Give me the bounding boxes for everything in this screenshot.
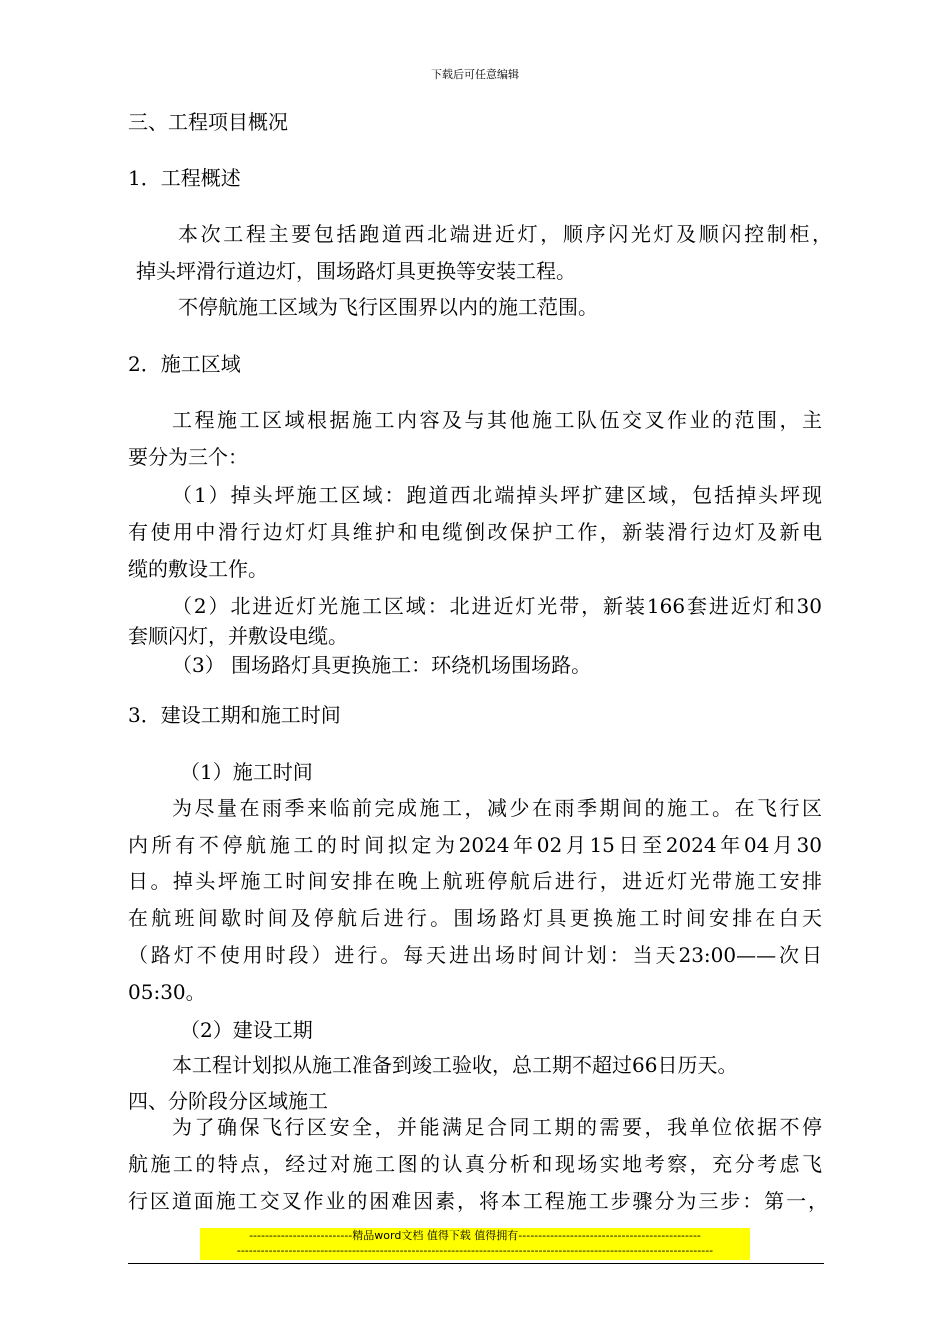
subheading-3: 3．建设工期和施工时间 <box>128 703 341 727</box>
paragraph-line: 日。掉头坪施工时间安排在晚上航班停航后进行，进近灯光带施工安排 <box>128 869 822 893</box>
paragraph-line: （路灯不使用时段）进行。每天进出场时间计划：当天23:00——次日 <box>128 943 822 967</box>
list-item-line: 套顺闪灯，并敷设电缆。 <box>128 624 348 648</box>
section-heading-4: 四、分阶段分区域施工 <box>128 1089 328 1113</box>
footer-banner-line-2: ------------------------------------------------------------------------------------------------------------------------ <box>236 1244 714 1257</box>
paragraph-line: 要分为三个： <box>128 445 248 469</box>
subheading-2: 2．施工区域 <box>128 352 241 376</box>
list-item-line: （1）掉头坪施工区域：跑道西北端掉头坪扩建区域，包括掉头坪现 <box>172 483 822 507</box>
footer-banner-line-1: --------------------------精品word文档 值得下载 值得拥有---------------------------------------------- <box>249 1229 701 1242</box>
paragraph-line: 在航班间歇时间及停航后进行。围场路灯具更换施工时间安排在白天 <box>128 906 822 930</box>
subheading-1: 1．工程概述 <box>128 166 241 190</box>
sub-item-heading: （2）建设工期 <box>180 1018 313 1042</box>
paragraph-line: 本次工程主要包括跑道西北端进近灯，顺序闪光灯及顺闪控制柜， <box>178 222 832 246</box>
list-item-line: （2）北进近灯光施工区域：北进近灯光带，新装166套进近灯和30 <box>172 594 822 618</box>
paragraph-line: 掉头坪滑行道边灯，围场路灯具更换等安装工程。 <box>136 259 576 283</box>
paragraph-line: 内所有不停航施工的时间拟定为2024年02月15日至2024年04月30 <box>128 833 822 857</box>
list-item-line: （3） 围场路灯具更换施工：环绕机场围场路。 <box>172 653 592 677</box>
footer-banner <box>200 1228 750 1260</box>
paragraph-line: 不停航施工区域为飞行区围界以内的施工范围。 <box>178 295 598 319</box>
paragraph-line: 本工程计划拟从施工准备到竣工验收，总工期不超过66日历天。 <box>172 1053 738 1077</box>
list-item-line: 有使用中滑行边灯灯具维护和电缆倒改保护工作，新装滑行边灯及新电 <box>128 520 822 544</box>
paragraph-line: 05:30。 <box>128 980 206 1004</box>
section-heading-3: 三、工程项目概况 <box>128 110 288 134</box>
paragraph-line: 为尽量在雨季来临前完成施工，减少在雨季期间的施工。在飞行区 <box>172 796 822 820</box>
paragraph-line: 航施工的特点，经过对施工图的认真分析和现场实地考察，充分考虑飞 <box>128 1152 822 1176</box>
list-item-line: 缆的敷设工作。 <box>128 557 268 581</box>
sub-item-heading: （1）施工时间 <box>180 760 313 784</box>
header-note: 下载后可任意编辑 <box>431 68 519 81</box>
footer-divider <box>128 1263 824 1264</box>
paragraph-line: 工程施工区域根据施工内容及与其他施工队伍交叉作业的范围，主 <box>172 408 822 432</box>
paragraph-line: 为了确保飞行区安全，并能满足合同工期的需要，我单位依据不停 <box>172 1115 822 1139</box>
paragraph-line: 行区道面施工交叉作业的困难因素，将本工程施工步骤分为三步：第一， <box>128 1189 828 1213</box>
